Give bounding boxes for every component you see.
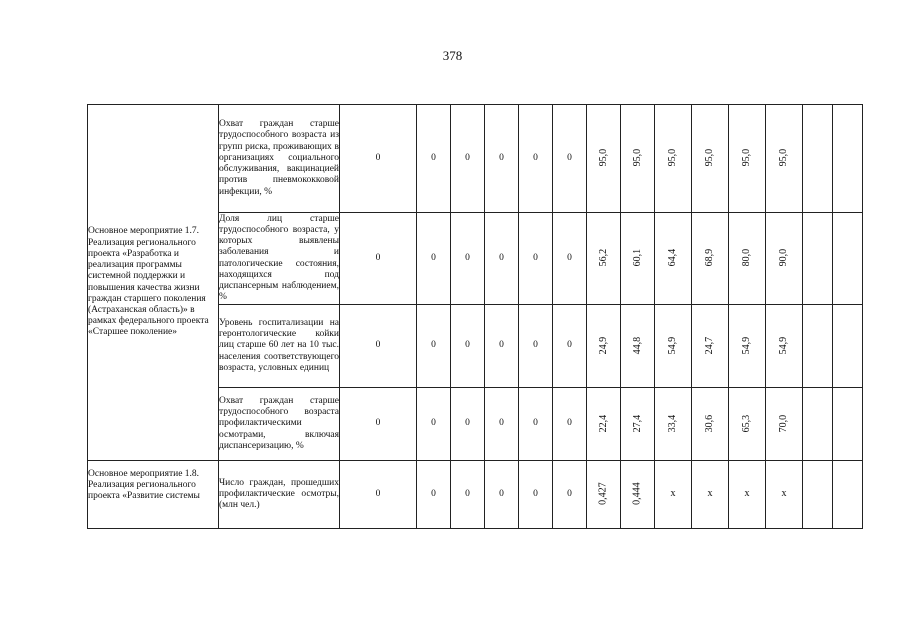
target-value: 95,0 (667, 149, 679, 167)
target-value: x (744, 488, 750, 500)
empty-cell (833, 213, 863, 305)
target-value: 60,1 (631, 249, 643, 267)
base-value: 0 (340, 105, 417, 213)
indicator-cell: Уровень госпитализации на геронтологические койки лиц старше 60 лет на 10 тыс. населения соответствующего возраста, условных единиц (219, 305, 340, 388)
indicator-cell: Охват граждан старше трудоспособного возраста профилактическими осмотрами, включая диспансеризацию, % (219, 388, 340, 461)
target-value: 56,2 (597, 249, 609, 267)
empty-cell (833, 388, 863, 461)
zero-value: 0 (553, 388, 587, 461)
target-value: 30,6 (704, 414, 716, 433)
empty-cell (833, 105, 863, 213)
target-value: x (670, 488, 676, 500)
zero-value: 0 (417, 105, 451, 213)
zero-value: 0 (417, 213, 451, 305)
zero-value: 0 (485, 388, 519, 461)
table-row (88, 461, 863, 529)
target-value: 95,0 (704, 149, 716, 167)
zero-value: 0 (519, 388, 553, 461)
zero-value: 0 (519, 305, 553, 388)
zero-value: 0 (485, 461, 519, 529)
zero-value: 0 (553, 213, 587, 305)
zero-value: 0 (519, 461, 553, 529)
page-number: 378 (442, 48, 463, 63)
target-value: 95,0 (741, 149, 753, 167)
zero-value: 0 (485, 213, 519, 305)
empty-cell (803, 461, 833, 529)
zero-value: 0 (451, 213, 485, 305)
empty-cell (803, 305, 833, 388)
zero-value: 0 (451, 305, 485, 388)
indicator-cell: Число граждан, прошедших профилактические осмотры, (млн чел.) (219, 461, 340, 529)
target-value: 95,0 (778, 149, 790, 167)
empty-cell (803, 105, 833, 213)
target-value: 90,0 (778, 249, 790, 267)
target-value: 95,0 (597, 149, 609, 167)
target-value: 27,4 (631, 414, 643, 433)
zero-value: 0 (519, 213, 553, 305)
indicator-cell: Охват граждан старше трудоспособного возраста из групп риска, проживающих в организациях социального обслуживания, вакцинацией против пневмококковой инфекции, % (219, 105, 340, 213)
target-value: 64,4 (667, 249, 679, 267)
indicators-table (87, 104, 863, 529)
zero-value: 0 (553, 461, 587, 529)
zero-value: 0 (417, 461, 451, 529)
zero-value: 0 (451, 461, 485, 529)
zero-value: 0 (485, 305, 519, 388)
target-value: 70,0 (778, 414, 790, 433)
target-value: 65,3 (741, 414, 753, 433)
zero-value: 0 (485, 105, 519, 213)
table-row (88, 105, 863, 213)
target-value: 44,8 (631, 336, 643, 355)
target-value: 24,9 (597, 336, 609, 355)
target-value: 54,9 (778, 336, 790, 355)
target-value: x (707, 488, 713, 500)
zero-value: 0 (417, 305, 451, 388)
target-value: 0,444 (631, 482, 643, 506)
target-value: 24,7 (704, 336, 716, 355)
zero-value: 0 (553, 105, 587, 213)
target-value: 68,9 (704, 249, 716, 267)
target-value: x (781, 488, 787, 500)
target-value: 22,4 (597, 414, 609, 433)
base-value: 0 (340, 305, 417, 388)
empty-cell (833, 305, 863, 388)
target-value: 33,4 (667, 414, 679, 433)
empty-cell (803, 388, 833, 461)
zero-value: 0 (451, 388, 485, 461)
base-value: 0 (340, 461, 417, 529)
target-value: 54,9 (667, 336, 679, 355)
target-value: 54,9 (741, 336, 753, 355)
base-value: 0 (340, 213, 417, 305)
target-value: 95,0 (631, 149, 643, 167)
zero-value: 0 (451, 105, 485, 213)
target-value: 0,427 (597, 482, 609, 506)
empty-cell (833, 461, 863, 529)
zero-value: 0 (519, 105, 553, 213)
base-value: 0 (340, 388, 417, 461)
indicator-cell: Доля лиц старше трудоспособного возраста, у которых выявлены заболевания и патологические состояния, находящихся под диспансерным наблюдением, % (219, 213, 340, 305)
zero-value: 0 (417, 388, 451, 461)
activity-cell: Основное мероприятие 1.7. Реализация регионального проекта «Разработка и реализация программы системной поддержки и повышения качества жизни граждан старшего поколения (Астраханская область)» в рамках федерального проекта «Старшее поколение» (88, 105, 219, 461)
activity-cell: Основное мероприятие 1.8. Реализация регионального проекта «Развитие системы (88, 461, 219, 529)
empty-cell (803, 213, 833, 305)
target-value: 80,0 (741, 249, 753, 267)
zero-value: 0 (553, 305, 587, 388)
